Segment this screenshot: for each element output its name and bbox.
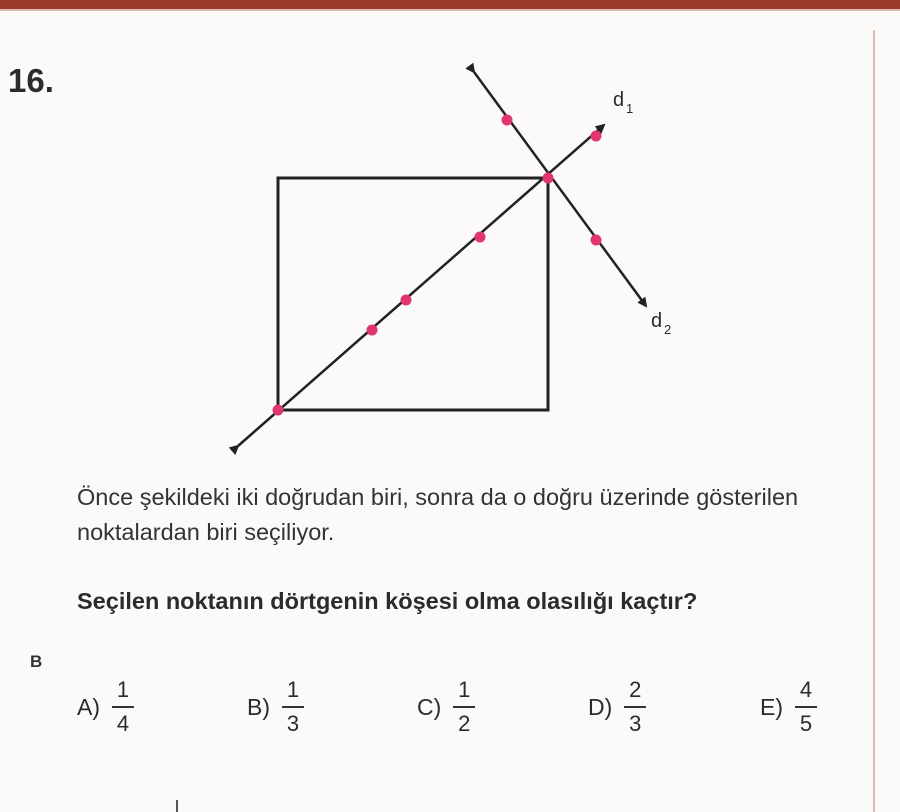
fraction-denominator: 3 xyxy=(629,711,642,736)
answer-mark: B xyxy=(30,652,43,671)
choice-letter: A) xyxy=(77,693,100,720)
fraction-numerator: 1 xyxy=(286,677,300,702)
fraction-numerator: 1 xyxy=(116,677,130,702)
point-d2 xyxy=(502,115,513,126)
fraction-bar xyxy=(282,706,304,708)
choice-fraction xyxy=(624,677,646,737)
choice-fraction xyxy=(282,677,304,737)
fraction-bar xyxy=(624,706,646,708)
point-d1 xyxy=(591,131,602,142)
problem-statement: Önce şekildeki iki doğrudan biri, sonra da o doğru üzerinde gösterilen noktalardan biri seçiliyor. xyxy=(77,484,799,545)
fraction-denominator: 4 xyxy=(116,711,130,736)
choice-letter: D) xyxy=(588,693,613,720)
question-number: 16. xyxy=(8,62,54,99)
point-d1-corner-bottom-left xyxy=(273,405,284,416)
choice-a[interactable] xyxy=(77,672,134,742)
choice-letter: C) xyxy=(417,693,442,720)
fraction-denominator: 3 xyxy=(286,711,300,736)
point-intersection-corner xyxy=(543,173,554,184)
choice-c[interactable] xyxy=(417,672,475,742)
point-d1 xyxy=(475,232,486,243)
label-d1: d xyxy=(613,89,625,111)
fraction-bar xyxy=(795,706,817,708)
choice-letter: B) xyxy=(247,693,270,720)
fraction-numerator: 2 xyxy=(629,677,642,702)
fraction-bar xyxy=(112,706,134,708)
fraction-numerator: 1 xyxy=(458,677,471,702)
page-mark xyxy=(176,800,178,812)
choice-e[interactable] xyxy=(760,672,817,742)
point-d1 xyxy=(401,295,412,306)
fraction-denominator: 2 xyxy=(458,711,471,736)
choice-d[interactable] xyxy=(588,672,646,742)
label-d2: d xyxy=(651,310,663,332)
fraction-bar xyxy=(453,706,475,708)
label-d2-subscript: 2 xyxy=(664,322,672,337)
choice-fraction xyxy=(795,677,817,737)
choice-fraction xyxy=(112,677,134,737)
choice-letter: E) xyxy=(760,693,783,720)
choice-b[interactable] xyxy=(247,672,304,742)
question-text: Seçilen noktanın dörtgenin köşesi olma olasılığı kaçtır? xyxy=(77,588,698,614)
fraction-numerator: 4 xyxy=(799,677,813,702)
point-d2 xyxy=(591,235,602,246)
point-d1 xyxy=(367,325,378,336)
label-d1-subscript: 1 xyxy=(626,101,634,116)
choice-fraction xyxy=(453,677,475,737)
fraction-denominator: 5 xyxy=(799,711,813,736)
